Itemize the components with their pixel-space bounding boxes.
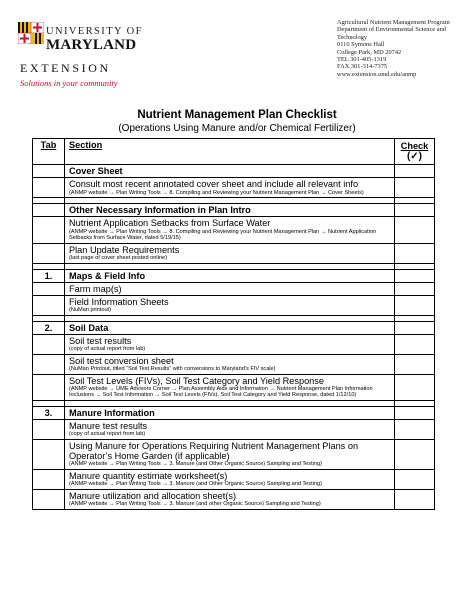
checklist-item-row [33,282,435,295]
tab-number-cell [33,374,65,400]
section-cell [65,439,395,469]
item-note: (ANMP website → Plan Writing Tools → 3. Manure (and Other Organic Source) Sampling and Testing) [69,461,322,468]
section-heading: Soil Data [69,322,109,333]
checklist-table [32,138,435,510]
check-box-cell[interactable] [395,374,435,400]
section-heading-row [33,269,435,282]
checklist-item-row [33,296,435,316]
address-line: Department of Environmental Science and Technology [337,26,446,41]
tab-number-cell: 3. [33,406,65,419]
item-title: Manure utilization and allocation sheet(s) [69,490,236,501]
item-note: (NuMan printout) [69,307,111,314]
logo-maryland-text: MARYLAND [46,37,137,53]
checklist-item-row [33,243,435,263]
item-title: Using Manure for Operations Requiring Nutrient Management Plans on Operator’s Home Garden (if applicable) [69,440,359,462]
address-line: College Park, MD 20742 [337,48,402,56]
tab-number-cell [33,296,65,316]
item-title: Manure quantity estimate worksheet(s) [69,470,228,481]
item-title: Consult most recent annotated cover sheet and include all relevant info [69,179,359,190]
item-title: Soil test conversion sheet [69,355,174,366]
tab-number-cell [33,165,65,178]
address-line: TEL 301-405-1319 [337,56,387,64]
table-header-row [33,139,435,165]
checklist-item-row [33,489,435,509]
tab-number-cell [33,217,65,243]
item-title: Soil Test Levels (FIVs), Soil Test Category and Yield Response [69,375,324,386]
item-note: (NuMan Printout, titled “Soil Test Results” with conversions to Maryland’s FIV scale) [69,366,276,372]
section-cell [65,335,395,355]
check-box-cell [395,321,435,334]
section-cell [65,296,395,316]
address-line: www.extension.umd.edu/anmp [337,70,417,78]
check-box-cell [395,165,435,178]
item-title: Manure test results [69,421,148,432]
address-line: 0116 Symons Hall [337,41,385,49]
item-title: Farm map(s) [69,283,122,294]
section-heading: Cover Sheet [69,166,123,177]
check-box-cell [395,406,435,419]
section-cell [65,243,395,263]
checklist-item-row [33,335,435,355]
section-heading: Other Necessary Information in Plan Intro [69,205,251,216]
section-cell [65,217,395,243]
section-cell [65,178,395,198]
check-box-cell[interactable] [395,354,435,374]
address-line: Agricultural Nutrient Management Program [337,19,450,26]
item-title: Plan Update Requirements [69,244,180,255]
tab-number-cell [33,243,65,263]
check-column-header [395,139,435,165]
letterhead [0,0,474,100]
checklist-item-row [33,354,435,374]
checklist-item-row [33,374,435,400]
section-heading: Maps & Field Info [69,270,146,281]
document-title: Nutrient Management Plan Checklist [137,109,337,121]
tab-number-cell [33,282,65,295]
section-cell [65,406,395,419]
section-heading-row [33,165,435,178]
tab-number-cell [33,420,65,440]
check-box-cell[interactable] [395,178,435,198]
program-address [337,19,467,78]
check-column-label: Check [400,141,429,151]
item-note: (ANMP website → Plan Writing Tools → 3. Manure (and other Organic Source) Sampling and Testing) [69,500,321,507]
checklist-item-row [33,178,435,198]
checklist-item-row [33,217,435,243]
checklist-item-row [33,420,435,440]
maryland-flag-icon [18,22,44,44]
item-title: Field Information Sheets [69,297,169,307]
check-box-cell[interactable] [395,217,435,243]
check-box-cell[interactable] [395,469,435,489]
check-box-cell[interactable] [395,282,435,295]
logo-university-text: UNIVERSITY OF [46,26,143,37]
umd-extension-logo [18,22,143,88]
address-line: FAX 301-314-7375 [337,63,388,71]
logo-extension-text: EXTENSION [20,61,111,75]
tab-number-cell: 2. [33,321,65,334]
section-cell [65,321,395,334]
check-box-cell [395,269,435,282]
logo-tagline: Solutions in your community [20,78,118,88]
item-note: (copy of actual report from lab) [69,346,146,353]
item-title: Nutrient Application Setbacks from Surface Water [69,218,271,229]
check-box-cell[interactable] [395,243,435,263]
check-box-cell [395,204,435,217]
section-cell [65,469,395,489]
section-cell [65,269,395,282]
section-column-header: Section [65,139,395,165]
tab-number-cell [33,335,65,355]
tab-number-cell: 1. [33,269,65,282]
item-note: (copy of actual report from lab) [69,431,146,438]
section-cell [65,354,395,374]
item-note: (last page of cover sheet posted online) [69,255,167,261]
section-cell [65,204,395,217]
tab-number-cell [33,178,65,198]
tab-column-header: Tab [33,139,65,165]
section-cell [65,165,395,178]
check-box-cell[interactable] [395,296,435,316]
tab-number-cell [33,354,65,374]
section-cell [65,489,395,509]
section-cell [65,420,395,440]
item-note: (ANMP website → Plan Writing Tools → 8. Compiling and Reviewing your Nutrient Management Plan → Nutrient Application Setbacks from Surface Water, dated 5/19/15) [69,228,377,242]
tab-number-cell [33,204,65,217]
checklist-item-row [33,469,435,489]
check-box-cell[interactable] [395,335,435,355]
check-box-cell[interactable] [395,420,435,440]
section-heading-row [33,204,435,217]
document-subtitle: (Operations Using Manure and/or Chemical Fertilizer) [118,123,356,134]
item-title: Soil test results [69,336,132,346]
check-box-cell[interactable] [395,439,435,469]
section-cell [65,374,395,400]
checkmark-icon: (✓) [406,151,423,163]
item-note: (ANMP website → Plan Writing Tools → 8. Compiling and Reviewing your Nutrient Management Plan → Cover Sheets) [69,189,364,196]
item-note: (ANMP website → UME Advisors Corner → Plan Assembly Aids and Information → Nutrient Management Plan Information Inclusions → Soil Test Information → Soil Test Levels (FIVs), Soil Test Category and Yield Response, dated 1/12/10) [69,385,373,399]
section-heading-row [33,406,435,419]
section-heading: Manure Information [69,407,155,418]
section-heading-row [33,321,435,334]
tab-number-cell [33,439,65,469]
tab-number-cell [33,489,65,509]
tab-number-cell [33,469,65,489]
checklist-item-row [33,439,435,469]
check-box-cell[interactable] [395,489,435,509]
item-note: (ANMP website → Plan Writing Tools → 3. Manure (and Other Organic Source) Sampling and Testing) [69,481,322,488]
section-cell [65,282,395,295]
